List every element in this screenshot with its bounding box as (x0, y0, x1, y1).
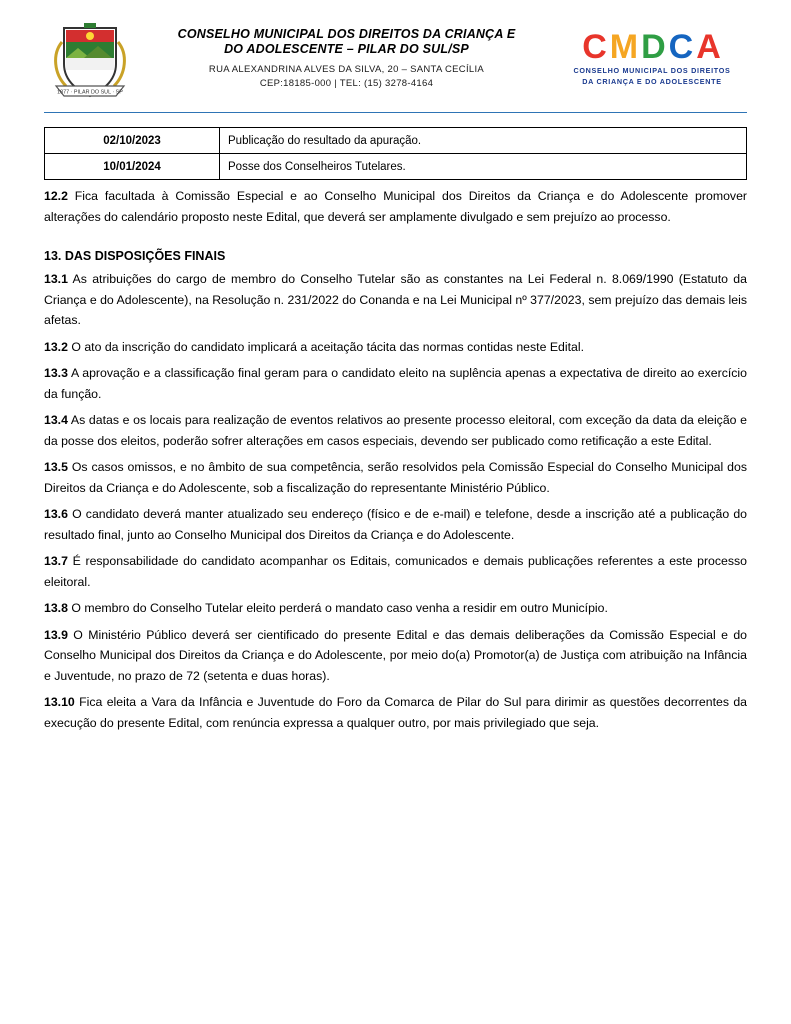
paragraph-13-3 (44, 363, 747, 404)
paragraph-number: 13.1 (44, 272, 68, 286)
paragraph-text: Fica eleita a Vara da Infância e Juventude do Foro da Comarca de Pilar do Sul para dirimir as questões decorrentes da execução do presente Edital, com renúncia expressa a qualquer outro, por mais privilegiado que seja. (44, 695, 747, 730)
svg-text:1877 · PILAR DO SUL · SP: 1877 · PILAR DO SUL · SP (57, 89, 123, 96)
table-cell-description: Posse dos Conselheiros Tutelares. (220, 154, 747, 180)
paragraph-number: 13.4 (44, 413, 68, 427)
paragraph-number: 13.8 (44, 601, 68, 615)
paragraph-text: O ato da inscrição do candidato implicará a aceitação tácita das normas contidas neste Edital. (67, 339, 585, 354)
cmdca-letter-a: A (696, 27, 722, 66)
table-row (45, 154, 747, 180)
cmdca-letter-d: D (641, 27, 667, 66)
table-cell-date: 02/10/2023 (45, 128, 220, 154)
paragraph-13-6 (44, 504, 747, 545)
paragraph-13-2 (44, 337, 747, 358)
paragraph-text: O membro do Conselho Tutelar eleito perderá o mandato caso venha a residir em outro Município. (67, 601, 608, 615)
paragraph-13-1 (44, 269, 747, 331)
document-body (44, 186, 747, 733)
paragraph-text: O candidato deverá manter atualizado seu endereço (físico e de e-mail) e telefone, desde a inscrição até a publicação do resultado final, junto ao Conselho Municipal dos Direitos da Criança e do Adolescente. (44, 507, 747, 542)
schedule-table (44, 127, 747, 180)
cmdca-letter-c2: C (668, 27, 695, 66)
paragraph-number: 13.9 (44, 627, 68, 642)
paragraph-13-5 (44, 457, 747, 498)
table-cell-date: 10/01/2024 (45, 154, 220, 180)
cmdca-logo (557, 27, 747, 87)
header-divider (44, 112, 747, 113)
paragraph-text: Fica facultada à Comissão Especial e ao Conselho Municipal dos Direitos da Criança e do Adolescente promover alterações do calendário proposto neste Edital, que deverá ser amplamente divulgado e sem prejuízo ao processo. (44, 189, 747, 224)
paragraph-number: 13.7 (44, 554, 68, 568)
cmdca-subtitle-line1: CONSELHO MUNICIPAL DOS DIREITOS (573, 65, 731, 75)
paragraph-13-9 (44, 625, 747, 687)
header-title-block (136, 27, 557, 90)
paragraph-text: As atribuições do cargo de membro do Conselho Tutelar são as constantes na Lei Federal n. 8.069/1990 (Estatuto da Criança e do Adolescente), na Resolução n. 231/2022 do Conanda e na Lei Municipal nº 377/2023, sem prejuízo das demais leis afetas. (44, 272, 747, 327)
header-address: RUA ALEXANDRINA ALVES DA SILVA, 20 – SANTA CECÍLIA (208, 63, 485, 75)
paragraph-text: O Ministério Público deverá ser cientificado do presente Edital e das demais deliberações da Comissão Especial e do Conselho Municipal dos Direitos da Criança e do Adolescente, por meio do(a) Promotor(a) de Justiça com atribuição na Infância e Juventude, no prazo de 72 (setenta e duas horas). (44, 627, 747, 683)
paragraph-number: 13.6 (44, 507, 68, 521)
paragraph-13-7 (44, 551, 747, 592)
cmdca-letter-m: M (609, 27, 640, 66)
cmdca-subtitle-line2: DA CRIANÇA E DO ADOLESCENTE (582, 77, 722, 86)
paragraph-text: A aprovação e a classificação final geram para o candidato eleito na suplência apenas a expectativa de direito ao exercício da função. (44, 366, 747, 401)
paragraph-13-10 (44, 692, 747, 733)
header-contact: CEP:18185-000 | TEL: (15) 3278-4164 (259, 77, 434, 89)
paragraph-number: 12.2 (44, 189, 68, 203)
paragraph-number: 13.5 (44, 460, 68, 474)
cmdca-letter-c1: C (582, 27, 608, 66)
table-cell-description: Publicação do resultado da apuração. (220, 128, 747, 154)
paragraph-text: Os casos omissos, e no âmbito de sua competência, serão resolvidos pela Comissão Especial do Conselho Municipal dos Direitos da Criança e do Adolescente, sob a fiscalização do representante Ministério Público. (44, 460, 747, 495)
paragraph-13-8 (44, 598, 747, 619)
section-heading-13: 13. DAS DISPOSIÇÕES FINAIS (44, 249, 226, 263)
paragraph-13-4 (44, 410, 747, 451)
table-row (45, 128, 747, 154)
document-header (0, 0, 791, 112)
paragraph-12-2 (44, 186, 747, 227)
paragraph-number: 13.2 (44, 339, 68, 354)
paragraph-text: As datas e os locais para realização de eventos relativos ao presente processo eleitoral, com exceção da data da eleição e da posse dos eleitos, poderão sofrer alterações em casos especiais, devendo ser publicado como retificação a este Edital. (44, 413, 747, 448)
header-title-line1: CONSELHO MUNICIPAL DOS DIREITOS DA CRIANÇA E (177, 26, 516, 41)
coat-of-arms-icon (44, 12, 136, 104)
header-title-line2: DO ADOLESCENTE – PILAR DO SUL/SP (224, 41, 469, 56)
paragraph-number: 13.10 (44, 695, 75, 709)
paragraph-text: É responsabilidade do candidato acompanhar os Editais, comunicados e demais publicações referentes a este processo eleitoral. (44, 554, 747, 589)
cmdca-letters (557, 27, 747, 66)
paragraph-number: 13.3 (44, 366, 68, 380)
